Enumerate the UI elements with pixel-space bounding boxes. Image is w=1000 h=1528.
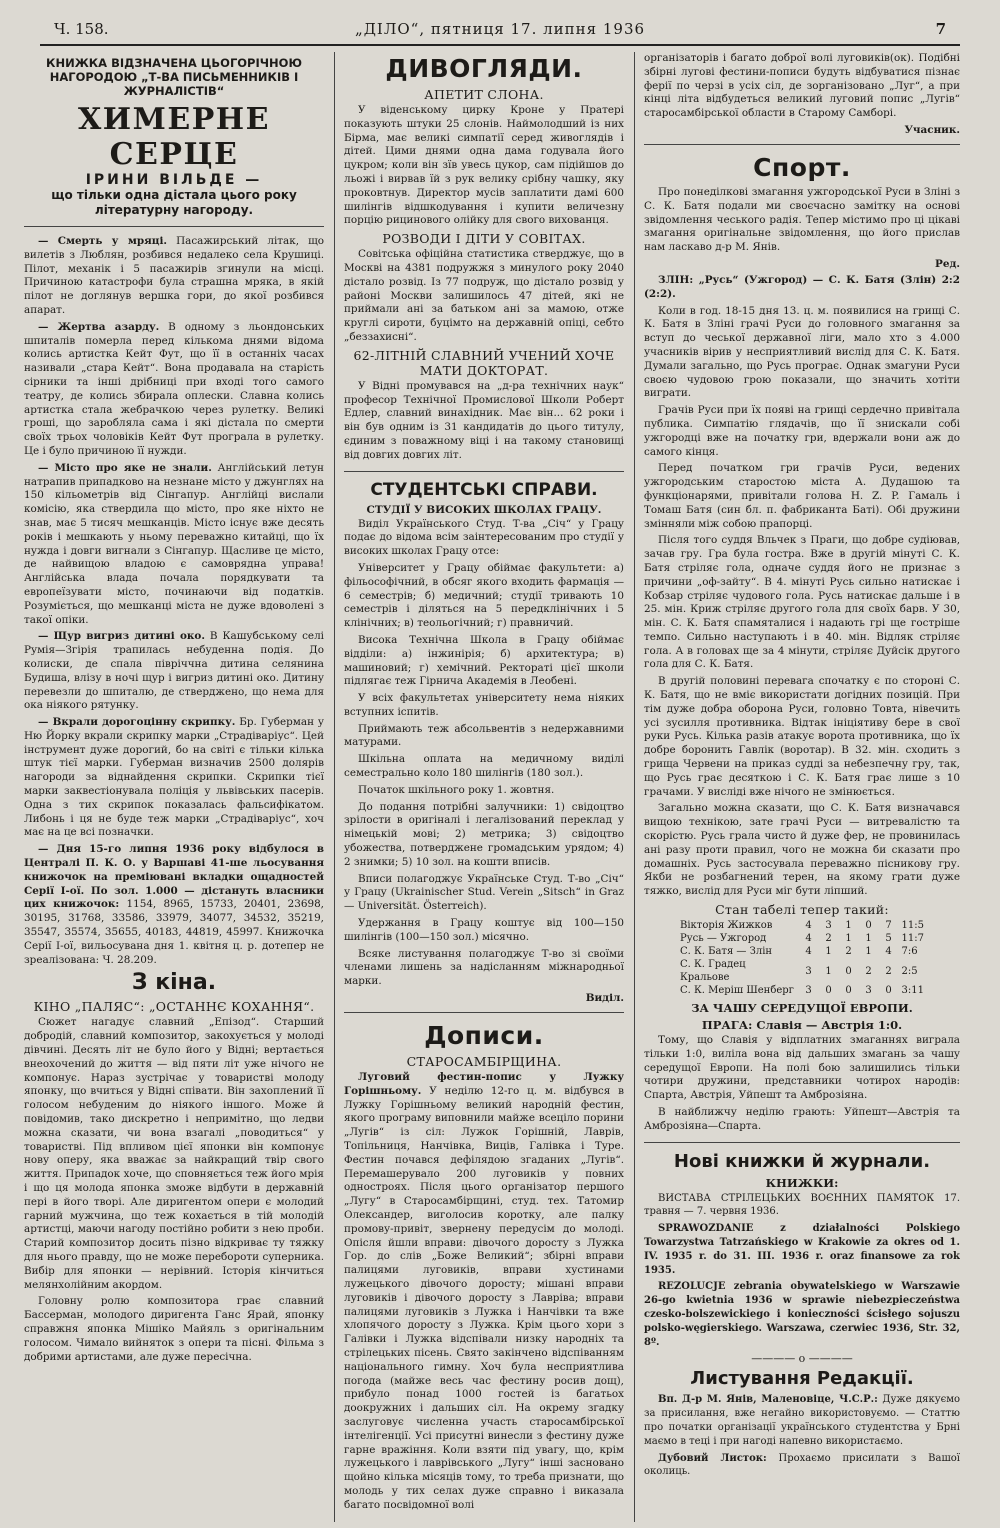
table-row xyxy=(677,945,927,958)
table-cell-team: С. К. Градец Кральове xyxy=(680,959,746,984)
story-title: АПЕТИТ СЛОНА. xyxy=(424,87,544,102)
students-paragraph: Виділ Українського Студ. Т-ва „Січ“ у Грацу подає до відома всім заінтересованим про студії у високих школах Грацу отсе: xyxy=(344,517,624,558)
table-cell-l: 2 xyxy=(865,965,872,977)
table-cell-l: 0 xyxy=(865,920,872,932)
table-cell-g: 3 xyxy=(805,965,812,977)
table-title: Стан табелі тепер такий: xyxy=(715,902,889,918)
students-paragraphs xyxy=(344,518,624,990)
students-paragraph: Всяке листування полагоджує Т-во зі своїми членами лишень за надісланням міжнародньої марки. xyxy=(344,947,624,988)
page-number: 7 xyxy=(935,20,946,38)
table-cell-team: С. К. Меріш Шенберг xyxy=(680,985,794,997)
book-item: REZOLUCJE zebrania obywatelskiego w Warszawie 26-go kwietnia 1936 w sprawie niebezpieczeństwa czesko-bolszewickiego i konieczności ścisłego sojuszu polsko-węgierskiego. Warszawa, czerwiec 1936, Str. 32, 8º. xyxy=(644,1281,960,1348)
table-cell-d: 1 xyxy=(845,920,852,932)
students-paragraph: До подання потрібні залучники: 1) свідоцтво зрілости в оригіналі і легалізований переклад у німецькій мові; 2) метрика; 3) свідоцтво убожества, потверджене громадським урядом; 4) 2 знимки; 5) 10 зол. на кошти вписів. xyxy=(344,800,624,868)
students-paragraph: Університет у Грацу обіймає факультети: а) фільософічний, в обсяг якого входить фармація — 6 семестрів; б) медичний; студії тривають 10 семестрів і діляться на 5 передклінічних і 5 клінічних; в) теольогічний; г) правничий. xyxy=(344,561,624,630)
news-item xyxy=(24,630,324,713)
sport-paragraphs xyxy=(644,305,960,899)
issue-number: Ч. 158. xyxy=(54,20,109,38)
column-rule xyxy=(334,52,335,1522)
cinema-paragraph: Сюжет нагадує славний „Епізод“. Старший добродій, славний композитор, закохується у молоді дівчині. Десять літ не було його у Відні; вертається внеохочений до життя — від пяти літ уже нічого не компонує. Нараз зустрічає у товаристві молоду японку, що вчиться у Відні співати. Він захоплений її голосом небуденим до ніякого іншого. Може й повідомив, тако дискретно і непримітно, що ледви можна сказати, чи вона взагалі „поводиться“ у товаристві. Під впливом цієї японки він компонує нову оперу, яка вважає за найкращий твір свого життя. Припадок хоче, що сповняється теж його мрія і що ця молода японка зможе відбути в державній пері в його творі. Але диригентом опери є молодий гарний мужчина, що теж кохається в тій молодій артистці, маючи нагоду постійно робити з нею проби. Старий композитор досить пізно відкриває ту тяжку для нього правду, що не може перебороти суперника. Вибір для японки — нерівний. Історія кінчиться мелянхолійним акордом. xyxy=(24,1016,324,1291)
news-item-text: В Кашубському селі Румія—Згірія трапилась небуденна подія. До колиски, де спала півріччна дитина селянина Будиша, влізу в ночі щур і вигриз дитині око. Дитину перевезли до шпиталю, де стверджено, що нема для ока ніякого рятунку. xyxy=(24,630,324,712)
students-paragraph: Вписи полагоджує Українське Студ. Т-во „Січ“ у Грацу (Ukrainischer Stud. Verein „Sitsch“ in Graz — Universität. Österreich). xyxy=(344,872,624,913)
table-cell-d: 1 xyxy=(845,933,852,945)
standings-table xyxy=(677,919,927,997)
cinema-heading: З кіна. xyxy=(131,970,217,996)
column-middle xyxy=(344,52,624,1522)
students-paragraph: Початок шкільного року 1. жовтня. xyxy=(358,783,555,796)
table-cell-l: 1 xyxy=(865,933,872,945)
cup-paragraph: Тому, що Славія у відплатних змаганнях виграла тільки 1:0, виліла вона від дальших змагань за чашу середущої Европи. На полі бою залишились тільки чотири дружини, представники чотирох народів: Спарта, Австрія, Уйпешт та Амброзіяна. xyxy=(644,1034,960,1102)
table-cell-p: 7 xyxy=(885,920,892,932)
table-cell-team: Русь — Ужгород xyxy=(680,933,767,945)
sport-intro-signature: Ред. xyxy=(935,257,960,270)
news-item-lead: — Місто про яке не знали. xyxy=(38,461,212,474)
story-text: У Відні промувався на „д-ра технічних наук“ професор Технічної Промислової Школи Роберт Едлер, славний винахідник. Має він... 62 роки і він був одним із 31 кандидатів до цього титулу, єдиним з поважному віці і на такому становищі від довгих довгих літ. xyxy=(344,379,624,461)
table-cell-g: 4 xyxy=(805,933,812,945)
dopysy-region: СТАРОСАМБІРЩИНА. xyxy=(406,1054,562,1070)
cup-title: ЗА ЧАШУ СЕРЕДУЩОЇ ЕВРОПИ. xyxy=(691,1001,913,1016)
table-cell-team: С. К. Батя — Злін xyxy=(680,946,773,958)
book-item: ВИСТАВА СТРІЛЕЦЬКИХ ВОЄННИХ ПАМЯТОК 17. травня — 7. червня 1936. xyxy=(644,1192,960,1218)
dopysy-paragraph xyxy=(344,1071,624,1513)
table-cell-w: 1 xyxy=(825,965,832,977)
table-cell-p: 2 xyxy=(885,965,892,977)
table-cell-l: 3 xyxy=(865,985,872,997)
table-cell-w: 1 xyxy=(825,946,832,958)
match-lead: ЗЛІН: „Русь“ (Ужгород) — С. К. Батя (Злін) 2:2 (2:2). xyxy=(644,273,960,300)
cinema-paragraph: Головну ролю композитора грає славний Бассерман, молодого диригента Ганс Ярай, японку справжня японка Мішіко Майяль з оригінальним голосом. Чимало вийняток з опери та пісні. Фільма з добрими артистами, але дуже пересічна. xyxy=(24,1295,324,1363)
divohliady-heading: ДИВОГЛЯДИ. xyxy=(385,54,583,83)
divider xyxy=(344,471,624,472)
letter-item-lead: Вп. Д-р М. Янів, Маленовіце, Ч.С.Р.: xyxy=(658,1394,878,1406)
table-cell-goals: 11:5 xyxy=(901,920,924,932)
news-item-lead: — Смерть у мряці. xyxy=(38,235,168,247)
table-cell-d: 2 xyxy=(845,946,852,958)
table-cell-g: 3 xyxy=(805,985,812,997)
students-paragraph: У всіх факультетах університету нема ніяких вступних іспитів. xyxy=(344,692,624,718)
divider xyxy=(644,144,960,145)
students-subtitle: СТУДІЇ У ВИСОКИХ ШКОЛАХ ГРАЦУ. xyxy=(366,503,602,516)
sport-paragraph: Перед початком гри грачів Руси, ведених ужгородським старостою міста А. Дудашою та функціонарями, привітали голова H. Z. P. Гамаль і Томаш Батя (син бл. п. фабриканта Баті). Обі дружини змінняли між собою прапорці. xyxy=(644,462,960,530)
story-text: У віденському цирку Кроне у Пратері показують штуки 25 слонів. Наймолодший із них Бірма, має великі симпатії серед живоглядів і дітей. Цими днями одна дама годувала його цукром; коли він зїв увесь цукор, сам підійшов до льожі і вирвав їй з рук велику срібну чашку, яку проковтнув. Директор мусів заплатити дамі 600 шилінгів відшкодування і купити величезну порцію рицинового олійку для свого вихованця. xyxy=(344,104,624,227)
sport-paragraph: Після того суддя Вльчек з Праги, що добре судіював, зачав гру. Гра була гостра. Вже в другій мінуті С. К. Батя стріляє гола, одначе суддя його не признає з причини „оф-зайту“. В 4. мінуті Русь сильно натискає і Кобзар стріляє чудового гола. Русь натискає дальше і в 25. мін. Криж стріляє другого гола для своїх барв. У 30, мін. С. К. Батя спамяталися і надають грі ще гострішe темпо. Сильно наступають і в 40. мін. Відляк стріляє гола. А в головах ще за 4 мінути, стріляє Дуйсік другого гола для С. К. Батя. xyxy=(644,534,960,671)
table-cell-l: 1 xyxy=(865,946,872,958)
sport-paragraph: Загально можна сказати, що С. К. Батя визначався вищою технікою, зате грачі Руси — витревалістю та скорістю. Русь грала чисто й дуже фер, не провинилась ані разу проти правил, чого не можна би сказати про домашніх. Русь застосувала переважно пісникову гру. Якби не розбагнений терен, на якому грати дуже тяжко, вислід для Руси міг бути ліпший. xyxy=(644,802,960,898)
table-cell-goals: 11:7 xyxy=(901,933,924,945)
news-list xyxy=(24,235,324,967)
sport-intro: Про понеділкові змагання ужгородської Руси в Зліні з С. К. Батя подали ми своєчасно замітку на основі звідомлення чеського радія. Тепер містимо про ці цікаві змагання оригінальне звідомлення, що його прислав нам ласкаво д-р М. Янів. xyxy=(644,185,960,254)
cup-match: ПРАГА: Славія — Австрія 1:0. xyxy=(701,1018,903,1033)
table-cell-w: 0 xyxy=(825,985,832,997)
book-item: SPRAWOZDANIE z działalności Polskiego Towarzystwa Tatrzańskiego w Krakowie za okres od 1. IV. 1935 r. do 31. III. 1936 r. oraz finansowe za rok 1935. xyxy=(644,1223,960,1276)
table-cell-g: 4 xyxy=(805,920,812,932)
letter-item-text: Прохаємо присилати з Вашої околиць. xyxy=(644,1452,960,1478)
letters-list xyxy=(644,1393,960,1479)
students-paragraph: Шкільна оплата на медичному виділі семестрально коло 180 шилінгів (180 зол.). xyxy=(344,753,624,780)
table-cell-g: 4 xyxy=(805,946,812,958)
divider xyxy=(644,1142,960,1143)
table-row xyxy=(677,984,927,997)
table-cell-p: 0 xyxy=(885,985,892,997)
letters-heading: Листування Редакції. xyxy=(690,1368,914,1390)
column-left xyxy=(24,52,324,1522)
page-header xyxy=(40,18,960,46)
dopysy-signature: Учасник. xyxy=(904,123,960,136)
students-paragraph: Удержання в Грацу коштує від 100—150 шилінгів (100—150 зол.) місячно. xyxy=(344,917,624,943)
news-item-text: 1154, 8965, 15733, 20401, 23698, 30195, 31768, 33586, 33979, 34077, 34532, 35219, 35547, 35574, 35655, 40183, 44819, 45997. Книжочка Серії І-ої, вильосувана дня 1. квітня ц. р. дотепер не зреалізована: Ч. 28.209. xyxy=(24,898,324,966)
table-cell-p: 5 xyxy=(885,933,892,945)
news-item xyxy=(24,843,324,967)
news-item-lead: — Дня 15-го липня 1936 року відбулося в Централі П. К. О. у Варшаві 41-ше льосування книжочок на преміювані вкладки ощадностей Серії І-ої. По зол. 1.000 — дістануть власники цих книжочок: xyxy=(24,843,324,911)
letter-item-lead: Дубовий Листок: xyxy=(658,1452,767,1464)
table-row xyxy=(677,919,927,932)
dopysy-continuation: організаторів і багато доброї волі луговиків(ок). Подібні збірні лугові фестини-пописи будуть відбуватися пізнає ферії по черзі в усіх сіл, де зорганізовано „Луг“, а при кінці літа відбудеться великий луговий попис „Лугів“ старосамбірської области в Старому Самборі. xyxy=(644,52,960,120)
column-right xyxy=(644,52,960,1522)
sport-paragraph: Грачів Руси при їх появі на грищі сердечно привітала публика. Симпатію глядачів, що її знискали собі ужгородці вже на початку гри, вдержали вони аж до самого кінця. xyxy=(644,404,960,458)
books-sub: КНИЖКИ: xyxy=(765,1175,839,1190)
sport-paragraph: В другій половині перевага спочатку є по стороні С. К. Батя, що не вміє використати догідних позицій. При тім дуже добра оборона Руси, головно Товта, нівечить усі зусилля противника. Відтак ініціятиву бере в свої руки Русь. Кілька разів атакує ворота противника, що їх добре боронить Гавлік (воротар). В 32. мін. сходить з грища Червени на приказ судді за небезпечну гру, так, що Русь грає десяткою і С. К. Батя грає лише з 10 грачами. У висліді вже нічого не змінюється. xyxy=(644,675,960,798)
news-item-text: Пасажирський літак, що вилетів з Люблян, розбився недалеко села Крушиці. Пілот, механік і 5 пасажирів згинули на місці. Причиною катастрофи була страшна мряка, в якій пілот не доглянув вершка гори, до якої розбився апарат. xyxy=(24,235,324,316)
table-cell-d: 0 xyxy=(845,965,852,977)
dopysy-text: У неділю 12-го ц. м. відбувся в Лужку Горішньому великий народній фестин, якого програму виповнили майже всецілo порини „Лугів“ із сіл: Лужок Горішній, Лаврів, Топільниця, Нанчівка, Виців, Галівка і Туре. Фестин почався дефілядою згаданих „Лугів“. Перемашерувало 200 луговиків у повних одностроях. Після цього організатор першого „Лугу“ в Старосамбірщині, студ. тех. Татомир Олександер, виголосив коротку, але палку промову-привіт, звернену передусім до молоді. Опісля йшли вправи: дівочого доросту з Лужка Гор. до слів „Боже Великий“; збірні вправи палицями луговиків, вправи хустинами лужецького дівочого доросту; мішані вправи луговиків і дівочого доросту з Лавріва; вправи палицями луговиків з Лужка і Нанчівки та вже хлопячого доросту з Лужка. Крім цього хори з Галівки і Лужка відспівали низку народніх та стрілецьких пісень. Свято закінчено відспіванням національного гимну. Хоч була несприятлива погода (майже весь час фестину росив дощ), прибуло понад 1000 гостей із багатьох доокружних і дальших сіл. На окрему згадку заслуговує численна участь старосамбірської інтелігенції. Усі присутні винесли з фестину дуже гарне вражіння. Коли взяти під увагу, що, крім лужецького і лаврівського „Лугу“ інші засновано щойно кілька місяців тому, то треба признати, що молодь у тих селах дуже справно і виказала багато посвідомної волі xyxy=(344,1084,624,1511)
table-cell-p: 4 xyxy=(885,946,892,958)
cinema-title: КІНО „ПАЛЯС“: „ОСТАННЄ КОХАННЯ“. xyxy=(33,999,315,1015)
ornament-divider: ———— o ———— xyxy=(751,1352,853,1366)
letter-item xyxy=(644,1393,960,1448)
masthead-date: „ДІЛО“, пятниця 17. липня 1936 xyxy=(354,20,646,38)
students-signature: Виділ. xyxy=(585,992,624,1005)
book-author: ІРИНИ ВІЛЬДЕ — xyxy=(85,172,263,188)
students-paragraph: Висока Технічна Школа в Грацу обіймає відділи: а) інжинірія; б) архитектура; в) машиновий; г) хемічний. Ректораті цієї школи підлягає теж Гірнича Академія в Леобені. xyxy=(344,633,624,688)
cup-paragraph: В найближчу неділю грають: Уйпешт—Австрія та Амброзіяна—Спарта. xyxy=(644,1106,960,1132)
news-item-lead: — Вкрали дорогоцінну скрипку. xyxy=(38,716,236,729)
news-item xyxy=(24,462,324,628)
news-item-lead: — Щур вигриз дитині око. xyxy=(38,630,205,643)
table-cell-w: 2 xyxy=(825,933,832,945)
students-paragraph: Приймають теж абсольвентів з недержавними матурами. xyxy=(344,722,624,749)
news-item-text: Бр. Губерман у Ню Йорку вкрали скрипку марки „Страдіваріус“. Цей інструмент дуже дорогий, бо на світі є тільки кілька штук тієї марки. Губерман визначив 2500 долярів нагороди за віднайдення скрипки. Скрипки тієї марки заквестіонувала поліція у львівських пасерів. Одна з тих скрипок показалась фальсифікатом. Либонь і ця не буде теж марки „Страдіваріус“, хоч має на це всі позначки. xyxy=(24,716,324,839)
divider xyxy=(24,226,324,227)
books-heading: Нові книжки й журнали. xyxy=(673,1150,931,1172)
students-heading: СТУДЕНТСЬКІ СПРАВИ. xyxy=(370,479,598,500)
dopysy-lead: Луговий фестин-попис у Лужку Горішньому. xyxy=(344,1071,624,1097)
table-row xyxy=(677,958,927,984)
table-cell-goals: 3:11 xyxy=(901,985,924,997)
story-title: 62-ЛІТНІЙ СЛАВНИЙ УЧЕНИЙ ХОЧЕ МАТИ ДОКТОРАТ. xyxy=(353,347,615,378)
table-cell-goals: 7:6 xyxy=(901,946,918,958)
dopysy-heading: Дописи. xyxy=(424,1021,544,1051)
table-cell-goals: 2:5 xyxy=(901,965,918,977)
sport-heading: Спорт. xyxy=(753,152,851,182)
news-item-text: В одному з льондонських шпиталів померла перед кількома днями відома колись артистка Кейт Фут, що її в останніх часах називали „стара Кейт“. Вона продавала на старість сірники та інші дрібниці при вході того самого театру, де колись збирала оплески. Славна колись артистка стала жебрачкою через рулетку. Великі гроші, що заробляла сама і які дістала по смерти своїх трьох чоловіків Кейт Фут програла в рулетку. Це і було причиною її нужди. xyxy=(24,320,324,457)
table-cell-team: Вікторія Жижков xyxy=(680,920,773,932)
table-cell-w: 3 xyxy=(825,920,832,932)
story-title: РОЗВОДИ І ДІТИ У СОВІТАХ. xyxy=(382,231,586,247)
news-item xyxy=(24,321,324,459)
table-row xyxy=(677,932,927,945)
story-text: Совітська офіційна статистика стверджує, що в Москві на 4381 подружжя з минулого року 2040 дістало розвід. Із 77 подруж, що дістало розвід у районі Москви залишилось 47 дітей, які не приймали ані за батьком ані за мамою, отже круглі сироти, буцімто на державній опіці, себто „беззахисні“. xyxy=(344,248,624,343)
book-title: ХИМЕРНЕ СЕРЦЕ xyxy=(78,102,270,172)
letter-item-text: Дуже дякуємо за присилання, вже негайно використовуємо. — Статтю про початки організації українського студентства у Брні маємо в теці і при нагоді напевно використаємо. xyxy=(644,1394,960,1447)
news-item-lead: — Жертва азарду. xyxy=(38,320,160,333)
award-notice: КНИЖКА ВІДЗНАЧЕНА ЦЬОГОРІЧНОЮ НАГОРОДОЮ „Т-ВА ПИСЬМЕННИКІВ І ЖУРНАЛІСТІВ“ xyxy=(46,56,302,98)
news-item xyxy=(24,235,324,318)
sport-paragraph: Коли в год. 18-15 дня 13. ц. м. появилися на грищі С. К. Батя в Зліні грачі Руси до головного змагання за вступ до чеської державної ліги, мало хто з 4.000 учасників вірив у несприятливий вислід для С. К. Батя. Думали загально, що Русь програє. Однак змагуни Руси своєю чудовою грою показали, що значить хотіти виграти. xyxy=(644,304,960,400)
news-item-text: Англійський летун натрапив припадково на незнане місто у джунглях на 150 кільометрів від Сінгапур. Англійці вислали комісію, яка ствердила що місто, про яке ніхто не знав, має 5 тисяч мешканців. Місто існує вже десять років і мешкають у ньому переважно китайці, що їх нужда і довги вигнали з Сінгапур. Щасливе це місто, де найвищою владою є самоврядна управа! Англійська влада почала порядкувати та европеїзувати місто, починаючи від податків. Розуміється, що мешканці міста не дуже вдоволені з такої опіки. xyxy=(24,461,324,626)
book-tagline: що тільки одна дістала цього року літературну нагороду. xyxy=(51,188,297,217)
divider xyxy=(344,1012,624,1013)
news-item xyxy=(24,716,324,840)
letter-item xyxy=(644,1452,960,1480)
table-cell-d: 0 xyxy=(845,985,852,997)
column-rule xyxy=(634,52,635,1522)
